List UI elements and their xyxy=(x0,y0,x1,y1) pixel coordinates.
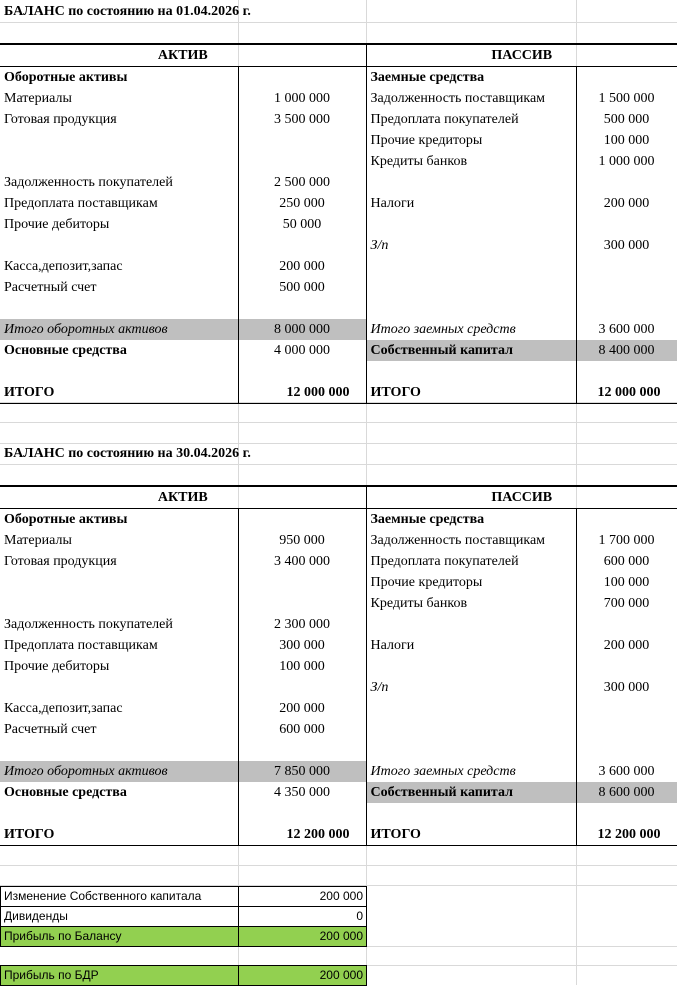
table-row xyxy=(0,656,677,677)
asset-value: 200 000 xyxy=(238,698,366,719)
liability-total-label: ИТОГО xyxy=(366,382,576,404)
liability-label: Налоги xyxy=(366,193,576,214)
asset-label xyxy=(0,361,238,382)
aktiv-header: АКТИВ xyxy=(0,44,366,67)
summary-table xyxy=(0,886,367,947)
table-row xyxy=(0,172,677,193)
table-row xyxy=(0,214,677,235)
total-row xyxy=(0,382,677,404)
liability-label: Задолженность поставщикам xyxy=(366,88,576,109)
asset-value: 3 400 000 xyxy=(238,551,366,572)
liability-label xyxy=(366,298,576,319)
asset-value xyxy=(238,593,366,614)
liability-label: Задолженность поставщикам xyxy=(366,530,576,551)
table-row xyxy=(0,803,677,824)
bdr-table xyxy=(0,965,367,986)
asset-label: Прочие дебиторы xyxy=(4,659,110,674)
liability-label xyxy=(366,256,576,277)
asset-label xyxy=(0,677,238,698)
asset-value xyxy=(238,298,366,319)
liability-value xyxy=(576,509,677,531)
liability-label xyxy=(366,214,576,235)
balance-title: БАЛАНС по состоянию на 01.04.2026 г. xyxy=(4,4,251,19)
table-row xyxy=(0,782,677,803)
asset-label: Материалы xyxy=(4,91,72,106)
liability-subtotal-label: Итого заемных средств xyxy=(366,761,576,782)
liability-label: Прочие кредиторы xyxy=(366,130,576,151)
table-row xyxy=(0,151,677,172)
table-row xyxy=(0,740,677,761)
profit-bdr-label: Прибыль по БДР xyxy=(1,966,239,986)
asset-label: Материалы xyxy=(4,533,72,548)
asset-label: Задолженность покупателей xyxy=(4,175,173,190)
table-row xyxy=(0,698,677,719)
asset-subtotal-value: 8 000 000 xyxy=(238,319,366,340)
asset-value xyxy=(238,677,366,698)
dividends-row xyxy=(1,907,367,927)
liability-total-value: 12 000 000 xyxy=(576,382,677,404)
liability-value: 1 000 000 xyxy=(576,151,677,172)
asset-label: Оборотные активы xyxy=(4,512,128,527)
asset-value xyxy=(238,151,366,172)
asset-total-label: ИТОГО xyxy=(0,382,238,404)
liability-value xyxy=(576,256,677,277)
subtotal-row xyxy=(0,319,677,340)
asset-label: Готовая продукция xyxy=(4,112,117,127)
asset-label xyxy=(0,803,238,824)
asset-value xyxy=(238,130,366,151)
liability-label xyxy=(366,698,576,719)
asset-value: 300 000 xyxy=(238,635,366,656)
liability-value xyxy=(576,656,677,677)
liability-value: 1 500 000 xyxy=(576,88,677,109)
asset-label xyxy=(0,593,238,614)
asset-total-label: ИТОГО xyxy=(0,824,238,846)
liability-value: 300 000 xyxy=(576,677,677,698)
table-row xyxy=(0,277,677,298)
liability-value: 200 000 xyxy=(576,635,677,656)
liability-label xyxy=(366,614,576,635)
liability-value: 1 700 000 xyxy=(576,530,677,551)
asset-label: Основные средства xyxy=(4,343,127,358)
asset-label: Основные средства xyxy=(4,785,127,800)
equity-label: Собственный капитал xyxy=(366,340,576,361)
table-row xyxy=(0,593,677,614)
asset-label xyxy=(0,298,238,319)
liability-value: 300 000 xyxy=(576,235,677,256)
table-row xyxy=(0,130,677,151)
equity-label: Собственный капитал xyxy=(366,782,576,803)
liability-label: Кредиты банков xyxy=(366,151,576,172)
liability-subtotal-value: 3 600 000 xyxy=(576,319,677,340)
asset-value: 50 000 xyxy=(238,214,366,235)
balance-table xyxy=(0,485,677,846)
asset-subtotal-label: Итого оборотных активов xyxy=(0,761,238,782)
liability-label xyxy=(366,803,576,824)
asset-value: 200 000 xyxy=(238,256,366,277)
asset-label: Прочие дебиторы xyxy=(4,217,110,232)
asset-total-value: 12 200 000 xyxy=(238,824,366,846)
asset-label xyxy=(0,740,238,761)
liability-label: Заемные средства xyxy=(366,67,576,89)
table-row xyxy=(0,340,677,361)
dividends-label: Дивиденды xyxy=(1,907,239,927)
passiv-header: ПАССИВ xyxy=(366,486,677,509)
liability-total-label: ИТОГО xyxy=(366,824,576,846)
table-row xyxy=(0,719,677,740)
liability-value xyxy=(576,277,677,298)
profit-balance-value: 200 000 xyxy=(239,927,367,947)
liability-label: З/п xyxy=(366,235,576,256)
liability-value: 500 000 xyxy=(576,109,677,130)
asset-label: Касса,депозит,запас xyxy=(4,701,123,716)
liability-subtotal-value: 3 600 000 xyxy=(576,761,677,782)
table-row xyxy=(0,572,677,593)
balance-table xyxy=(0,43,677,404)
balance-title: БАЛАНС по состоянию на 30.04.2026 г. xyxy=(4,446,251,461)
asset-label: Задолженность покупателей xyxy=(4,617,173,632)
liability-label: Налоги xyxy=(366,635,576,656)
asset-value xyxy=(238,572,366,593)
table-row xyxy=(0,635,677,656)
asset-value: 2 300 000 xyxy=(238,614,366,635)
asset-label: Оборотные активы xyxy=(4,70,128,85)
asset-label xyxy=(0,151,238,172)
table-row xyxy=(0,614,677,635)
asset-label: Готовая продукция xyxy=(4,554,117,569)
liability-value xyxy=(576,67,677,89)
liability-value xyxy=(576,172,677,193)
total-row xyxy=(0,824,677,846)
asset-subtotal-label: Итого оборотных активов xyxy=(0,319,238,340)
asset-value xyxy=(238,803,366,824)
asset-value: 500 000 xyxy=(238,277,366,298)
liability-label: Заемные средства xyxy=(366,509,576,531)
asset-value: 950 000 xyxy=(238,530,366,551)
liability-label: Прочие кредиторы xyxy=(366,572,576,593)
liability-subtotal-label: Итого заемных средств xyxy=(366,319,576,340)
liability-value xyxy=(576,298,677,319)
table-row xyxy=(0,109,677,130)
liability-label: Кредиты банков xyxy=(366,593,576,614)
table-row xyxy=(0,235,677,256)
liability-label: Предоплата покупателей xyxy=(366,551,576,572)
liability-value xyxy=(576,719,677,740)
liability-label xyxy=(366,172,576,193)
asset-label: Расчетный счет xyxy=(4,280,97,295)
asset-value: 3 500 000 xyxy=(238,109,366,130)
asset-label: Предоплата поставщикам xyxy=(4,196,158,211)
asset-value xyxy=(238,67,366,89)
asset-value: 250 000 xyxy=(238,193,366,214)
asset-value: 4 000 000 xyxy=(238,340,366,361)
asset-value xyxy=(238,509,366,531)
profit-balance-row xyxy=(1,927,367,947)
asset-value: 1 000 000 xyxy=(238,88,366,109)
equity-change-label: Изменение Собственного капитала xyxy=(1,887,239,907)
equity-change-row xyxy=(1,887,367,907)
asset-subtotal-value: 7 850 000 xyxy=(238,761,366,782)
profit-bdr-value: 200 000 xyxy=(239,966,367,986)
table-row xyxy=(0,530,677,551)
liability-value xyxy=(576,214,677,235)
table-row xyxy=(0,677,677,698)
equity-change-value: 200 000 xyxy=(239,887,367,907)
liability-value: 100 000 xyxy=(576,130,677,151)
liability-label xyxy=(366,656,576,677)
table-row xyxy=(0,256,677,277)
asset-label xyxy=(0,235,238,256)
dividends-value: 0 xyxy=(239,907,367,927)
liability-value xyxy=(576,803,677,824)
asset-value xyxy=(238,235,366,256)
liability-label xyxy=(366,719,576,740)
asset-total-value: 12 000 000 xyxy=(238,382,366,404)
liability-value: 100 000 xyxy=(576,572,677,593)
table-row xyxy=(0,88,677,109)
liability-label xyxy=(366,361,576,382)
liability-value: 600 000 xyxy=(576,551,677,572)
liability-value xyxy=(576,614,677,635)
liability-label xyxy=(366,740,576,761)
table-row xyxy=(0,298,677,319)
asset-value: 100 000 xyxy=(238,656,366,677)
asset-value: 4 350 000 xyxy=(238,782,366,803)
passiv-header: ПАССИВ xyxy=(366,44,677,67)
aktiv-header: АКТИВ xyxy=(0,486,366,509)
table-row xyxy=(0,193,677,214)
asset-label: Предоплата поставщикам xyxy=(4,638,158,653)
asset-value: 600 000 xyxy=(238,719,366,740)
table-row xyxy=(0,67,677,89)
equity-value: 8 400 000 xyxy=(576,340,677,361)
liability-value: 700 000 xyxy=(576,593,677,614)
table-row xyxy=(0,551,677,572)
asset-label: Касса,депозит,запас xyxy=(4,259,123,274)
liability-value xyxy=(576,698,677,719)
liability-value: 200 000 xyxy=(576,193,677,214)
equity-value: 8 600 000 xyxy=(576,782,677,803)
liability-value xyxy=(576,361,677,382)
subtotal-row xyxy=(0,761,677,782)
liability-total-value: 12 200 000 xyxy=(576,824,677,846)
asset-label: Расчетный счет xyxy=(4,722,97,737)
asset-value xyxy=(238,361,366,382)
table-row xyxy=(0,509,677,531)
asset-label xyxy=(0,572,238,593)
profit-bdr-row xyxy=(1,966,367,986)
liability-label xyxy=(366,277,576,298)
profit-balance-label: Прибыль по Балансу xyxy=(1,927,239,947)
asset-value: 2 500 000 xyxy=(238,172,366,193)
asset-value xyxy=(238,740,366,761)
asset-label xyxy=(0,130,238,151)
liability-label: Предоплата покупателей xyxy=(366,109,576,130)
table-row xyxy=(0,361,677,382)
liability-value xyxy=(576,740,677,761)
liability-label: З/п xyxy=(366,677,576,698)
